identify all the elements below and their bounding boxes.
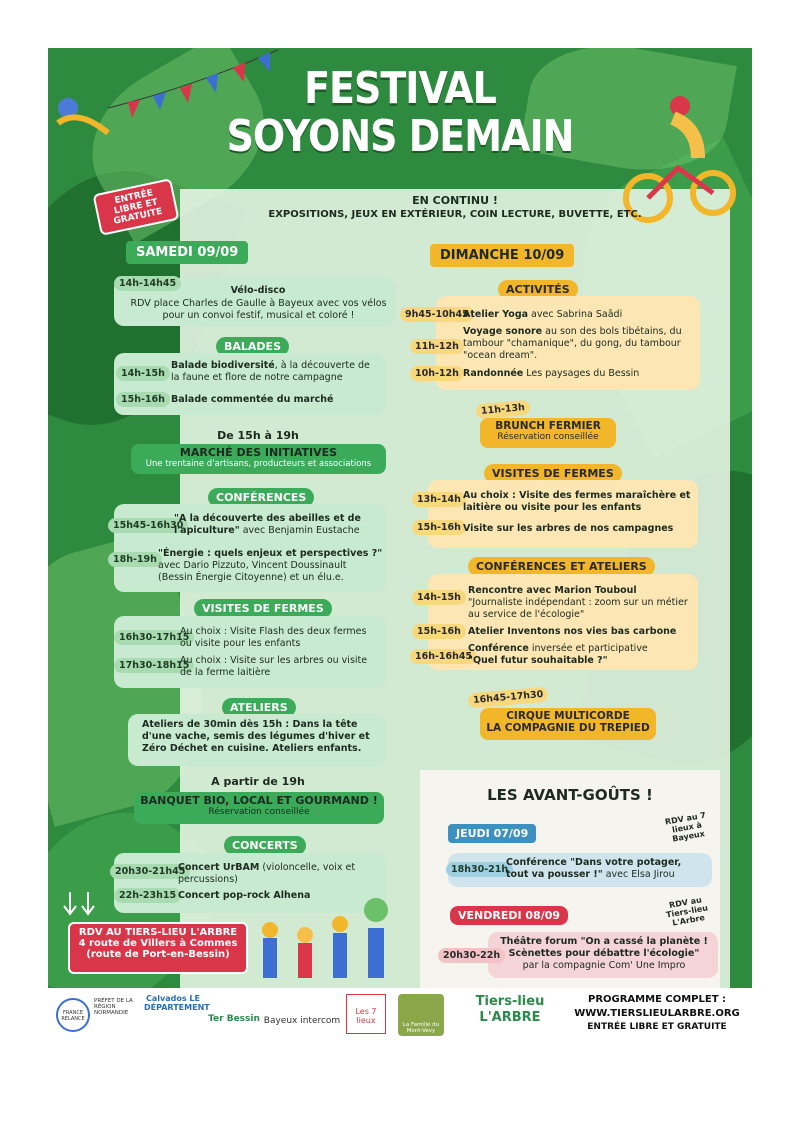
rdv-box (68, 922, 248, 974)
entry-badge: ENTRÉE LIBRE ET GRATUITE (93, 178, 180, 236)
brunch-time: 11h-13h (475, 400, 530, 420)
sat-visite-text-1: Au choix : Visite Flash des deux fermes ou visite pour les enfants (180, 626, 367, 649)
balade-text-1: Balade biodiversité, à la découverte de la faune et flore de notre campagne (171, 360, 370, 383)
title-line2: SOYONS DEMAIN (226, 110, 574, 162)
marche-time: De 15h à 19h (217, 429, 299, 442)
activite-text-1: Atelier Yoga avec Sabrina Saâdi (463, 309, 623, 320)
vendredi-label: VENDREDI 08/09 (450, 906, 568, 925)
tiers-lieu-logo: Tiers-lieu L'ARBRE (475, 994, 545, 1025)
vendredi-time: 20h30-22h (438, 948, 505, 963)
bayeux-intercom-logo: Bayeux intercom (263, 1016, 341, 1026)
jeudi-label: JEUDI 07/09 (448, 824, 536, 843)
vendredi-text: Théâtre forum "On a cassé la planète ! Scènettes pour débattre l'écologie" par la compagnie Com' Une Impro (500, 936, 708, 971)
conf-time-1: 15h45-16h30 (108, 518, 188, 533)
vendredi-rdv: RDV au Tiers-lieu L'Arbre (665, 895, 709, 928)
avant-gouts-heading: LES AVANT-GOÛTS ! (487, 786, 653, 804)
sun-conferences-heading: CONFÉRENCES ET ATELIERS (468, 557, 655, 576)
brunch-title: BRUNCH FERMIER (495, 420, 601, 432)
activite-text-3: Randonnée Les paysages du Bessin (463, 368, 640, 379)
conf-text-1: "A la découverte des abeilles et de l'apiculture" avec Benjamin Eustache (174, 513, 361, 536)
sun-visites-heading: VISITES DE FERMES (484, 464, 622, 483)
marche-box (131, 444, 386, 474)
programme-label: PROGRAMME COMPLET : (587, 994, 727, 1005)
balade-time-2: 15h-16h (116, 392, 170, 407)
cirque-line2: LA COMPAGNIE DU TREPIED (486, 722, 650, 734)
balade-text-2: Balade commentée du marché (171, 394, 334, 405)
banquet-text: Réservation conseillée (208, 807, 310, 817)
famille-logo: La Famille du Mont-Vevy (398, 994, 444, 1036)
brunch-text: Réservation conseillée (497, 432, 599, 442)
sun-conf-text-1: Rencontre avec Marion Touboul "Journaliste indépendant : zoom sur un métier au service de l'écologie" (468, 585, 688, 620)
jeudi-rdv: RDV au 7 lieux à Bayeux (664, 810, 707, 844)
activite-time-3: 10h-12h (410, 366, 464, 381)
sat-visite-time-1: 16h30-17h15 (114, 630, 194, 645)
footer (48, 990, 752, 1060)
sat-visites-heading: VISITES DE FERMES (194, 599, 332, 618)
sat-visite-text-2: Au choix : Visite sur les arbres ou visite de la ferme laitière (180, 655, 368, 678)
banquet-time: A partir de 19h (211, 775, 305, 788)
ateliers-heading: ATELIERS (222, 698, 296, 717)
concert-time-2: 22h-23h15 (114, 888, 181, 903)
marche-title: MARCHÉ DES INITIATIVES (179, 446, 338, 459)
musicians-icon (253, 888, 403, 988)
balades-heading: BALADES (216, 337, 289, 356)
rdv-line1: RDV AU TIERS-LIEU L'ARBRE (78, 927, 238, 938)
balade-time-1: 14h-15h (116, 366, 170, 381)
sun-visite-time-2: 15h-16h (412, 520, 466, 535)
conferences-heading: CONFÉRENCES (208, 488, 314, 507)
conf-time-2: 18h-19h (108, 552, 162, 567)
jeudi-text: Conférence "Dans votre potager, tout va pousser !" avec Elsa Jirou (506, 857, 682, 880)
sun-visite-text-1: Au choix : Visite des fermes maraîchère et laitière ou visite pour les enfants (463, 490, 691, 513)
banquet-box (134, 792, 384, 824)
poster-background (48, 48, 752, 988)
arrow-down-icon (60, 890, 100, 920)
concert-text-2: Concert pop-rock Alhena (178, 890, 311, 901)
sun-visite-text-2: Visite sur les arbres de nos campagnes (463, 523, 674, 534)
activite-text-2: Voyage sonore au son des bols tibétains, du tambour "chamanique", du gong, du tambour "ocean dream". (463, 326, 682, 361)
jeudi-time: 18h30-21h (446, 862, 513, 877)
saturday-label: SAMEDI 09/09 (126, 241, 248, 264)
concert-text-1: Concert UrBAM (violoncelle, voix et percussions) (178, 862, 356, 885)
velo-text: RDV place Charles de Gaulle à Bayeux avec vos vélos pour un convoi festif, musical et coloré ! (130, 298, 387, 321)
sun-visite-time-1: 13h-14h (412, 492, 466, 507)
france-relance-logo: FRANCE RELANCE (56, 998, 90, 1032)
velo-time: 14h-14h45 (114, 276, 181, 291)
ateliers-text: Ateliers de 30min dès 15h : Dans la tête d'une vache, semis des légumes d'hiver et Zéro Déchet en cuisine. Ateliers enfants. (142, 719, 370, 754)
sun-conf-time-2: 15h-16h (412, 624, 466, 639)
concerts-heading: CONCERTS (224, 836, 306, 855)
rdv-line2: 4 route de Villers à Commes (78, 938, 238, 949)
ter-bessin-logo: Ter Bessin (208, 1014, 260, 1024)
sun-conf-text-2: Atelier Inventons nos vies bas carbone (468, 626, 677, 637)
website-link[interactable]: WWW.TIERSLIEULARBRE.ORG (574, 1008, 740, 1019)
entry-footer: ENTRÉE LIBRE ET GRATUITE (587, 1022, 727, 1032)
velo-title: Vélo-disco (230, 285, 286, 296)
activites-heading: ACTIVITÉS (498, 280, 578, 299)
conf-text-2: "Énergie : quels enjeux et perspectives ?" avec Dario Pizzuto, Vincent Doussinault (Bessin Énergie Citoyenne) et un élu.e. (158, 548, 383, 583)
banquet-title: BANQUET BIO, LOCAL ET GOURMAND ! (140, 794, 378, 807)
continuous-heading: EN CONTINU ! (412, 194, 498, 207)
calvados-logo: Calvados LE DÉPARTEMENT (144, 994, 210, 1012)
sunday-label: DIMANCHE 10/09 (430, 244, 574, 267)
cirque-time: 16h45-17h30 (467, 687, 548, 709)
marche-text: Une trentaine d'artisans, producteurs et associations (145, 459, 372, 469)
activite-time-1: 9h45-10h45 (400, 307, 474, 322)
sun-conf-time-1: 14h-15h (412, 590, 466, 605)
prefet-logo: PRÉFET DE LA RÉGION NORMANDIE (94, 998, 133, 1016)
sun-conf-text-3: Conférence inversée et participative "Quel futur souhaitable ?" (468, 643, 648, 666)
activite-time-2: 11h-12h (410, 339, 464, 354)
brunch-box (480, 418, 616, 448)
concert-time-1: 20h30-21h45 (110, 864, 190, 879)
sun-conf-time-3: 16h-16h45 (410, 649, 477, 664)
cirque-box (480, 708, 656, 740)
cirque-line1: CIRQUE MULTICORDE (506, 710, 630, 722)
title-line1: FESTIVAL (304, 62, 496, 114)
sept-lieux-logo: Les 7 lieux (346, 994, 386, 1034)
continuous-text: EXPOSITIONS, JEUX EN EXTÉRIEUR, COIN LECTURE, BUVETTE, ETC. (268, 209, 642, 220)
sat-visite-time-2: 17h30-18h15 (114, 658, 194, 673)
rdv-line3: (route de Port-en-Bessin) (86, 949, 230, 960)
